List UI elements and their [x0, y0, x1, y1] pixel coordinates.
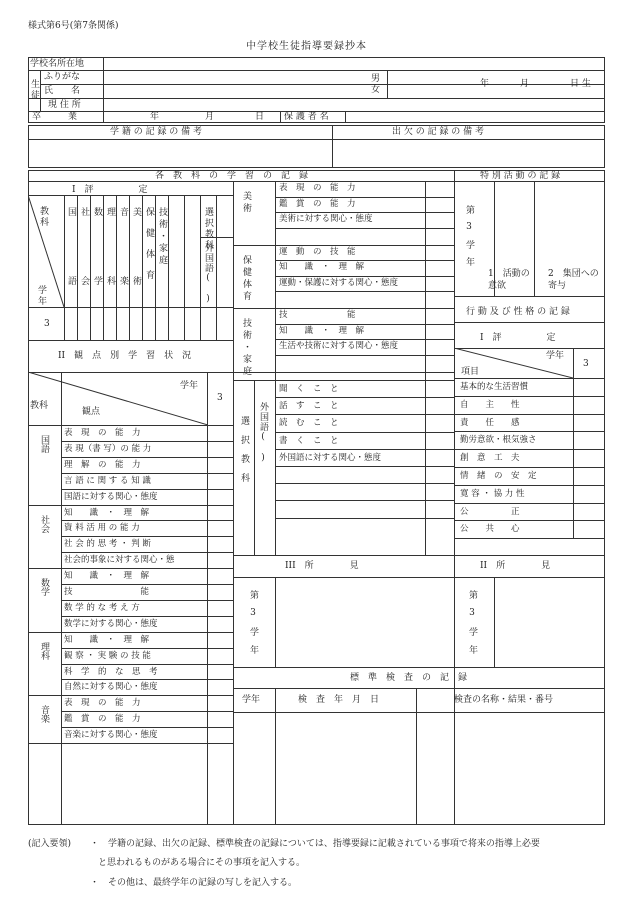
middle-row-line [275, 291, 454, 292]
elective-foreign-label: 外国語( ) [258, 402, 268, 464]
viewpoint-row-line [61, 664, 233, 665]
notes-bullet-dot-2: ・ [90, 878, 100, 888]
elective-row-line [275, 397, 454, 398]
grad-year: 年 [150, 112, 160, 122]
special-activities-title: 特 別 活 動 の 記 録 [480, 171, 561, 181]
vp-year-label: 学年 [180, 381, 199, 391]
viewpoint-subject: 数学 [39, 578, 49, 597]
test-col-year: 学年 [242, 695, 261, 705]
viewpoint-row-line [28, 695, 233, 696]
behavior-item: 公 共 心 [460, 524, 520, 535]
viewpoint-row-line [61, 679, 233, 680]
furigana-label: ふりがな [44, 72, 81, 82]
behavior-item: 寛 容 ・ 協 力 性 [460, 488, 525, 499]
findings2-year: 第3学年 [467, 590, 477, 663]
notes-bullet-2: その他は、最終学年の記録の写しを記入する。 [108, 878, 298, 888]
middle-row-line [275, 212, 454, 213]
col-kokugo: 国語 [66, 207, 76, 345]
behavior-item: 自 主 性 [460, 399, 520, 410]
col-rika: 理科 [105, 207, 115, 345]
birth-year: 年 [480, 79, 490, 89]
behavior-item: 基本的な生活習慣 [460, 382, 529, 392]
viewpoint-subject: 音楽 [39, 705, 49, 724]
middle-item: 表 現 の 能 力 [279, 183, 356, 193]
elective-item: 書 く こ と [279, 435, 339, 446]
findings3-year: 第3学年 [248, 590, 258, 663]
elective-item: 話 す こ と [279, 401, 339, 412]
viewpoint-row-line [28, 743, 233, 744]
elective-row-line [275, 466, 454, 467]
graduation-label: 卒 業 [32, 112, 78, 122]
middle-group-line [233, 308, 454, 309]
middle-row-line [275, 324, 454, 325]
behavior-rating-heading: I 評 定 [480, 333, 556, 343]
test-col-date: 検 査 年 月 日 [298, 695, 380, 705]
viewpoint-item: 表 現 の 能 力 [64, 698, 141, 709]
behavior-item: 情 緒 の 安 定 [460, 471, 537, 481]
notes-bullet-1: 学籍の記録、出欠の記録、標準検査の記録については、指導要録に記載されている事項で将来の指導上必要 [108, 839, 540, 849]
middle-group-line [233, 372, 454, 373]
col-ongaku: 音楽 [118, 207, 128, 345]
page-title: 中学校生徒指導要録抄本 [246, 41, 367, 52]
address-label: 現 住 所 [48, 100, 81, 110]
viewpoint-row-line [61, 584, 233, 585]
rating-kyoka-label: 教科 [38, 206, 48, 228]
form-number: 様式第6号(第7条関係) [28, 21, 119, 31]
vp-year3: 3 [217, 393, 223, 403]
col-bijutsu: 美術 [131, 207, 141, 345]
viewpoint-row-line [28, 568, 233, 569]
viewpoint-row-line [61, 457, 233, 458]
special-item1: 1 活動の意欲 [488, 269, 530, 291]
viewpoint-item: 科 学 的 な 思 考 [64, 666, 158, 677]
behavior-item: 勤労意欲・根気強さ [460, 435, 537, 446]
viewpoint-item: 知 識 ・ 理 解 [64, 571, 150, 582]
behavior-item: 公 正 [460, 506, 520, 517]
elective-blank-line [275, 518, 454, 519]
col-hoken: 保健体育 [144, 207, 154, 291]
subjects-section-title: 各 教 科 の 学 習 の 記 録 [155, 171, 309, 181]
standard-test-title: 標 準 検 査 の 記 録 [350, 673, 468, 683]
behavior-row-line [454, 467, 605, 468]
middle-subject: 保健体育 [241, 254, 251, 303]
viewpoint-row-line [61, 727, 233, 728]
birth-month: 月 [520, 79, 530, 89]
viewpoint-row-line [28, 505, 233, 506]
viewpoint-row-line [61, 648, 233, 649]
col-gijutsu: 技術・家庭 [157, 207, 167, 267]
notes-bullet-1b: と思われるものがある場合にその事項を記入する。 [98, 858, 306, 868]
middle-item: 知 識 ・ 理 解 [279, 262, 365, 272]
viewpoint-item: 数 学 的 な 考 え 方 [64, 602, 140, 613]
viewpoint-row-line [61, 489, 233, 490]
viewpoint-item: 音楽に対する関心・態度 [64, 730, 158, 741]
col-elective: 選択教科 [203, 207, 213, 251]
col-shakai: 社会 [79, 207, 89, 345]
viewpoint-item: 言 語 に 関 す る 知 識 [64, 475, 151, 486]
viewpoint-item: 表 現（書 写）の 能 力 [64, 443, 152, 454]
middle-row-line [275, 355, 454, 356]
viewpoint-item: 技 能 [64, 587, 150, 597]
viewpoint-item: 自然に対する関心・態度 [64, 682, 158, 693]
middle-row-line [275, 339, 454, 340]
rating-gakunen-label: 学年 [36, 285, 46, 307]
elective-item: 外国語に対する関心・態度 [279, 452, 382, 463]
middle-item: 運動・保護に対する関心・態度 [279, 277, 399, 288]
middle-row-line [275, 197, 454, 198]
elective-row-line [275, 414, 454, 415]
viewpoint-row-line [61, 600, 233, 601]
viewpoint-item: 知 識 ・ 理 解 [64, 634, 150, 645]
viewpoint-row-line [61, 520, 233, 521]
rating-heading: I 評 定 [72, 185, 148, 195]
behavior-item: 責 任 感 [460, 417, 520, 428]
viewpoint-row-line [61, 616, 233, 617]
special-item2: 2 集団への寄与 [548, 269, 599, 291]
middle-group-line [233, 245, 454, 246]
viewpoint-item: 国語に対する関心・態度 [64, 491, 158, 502]
behavior-head-line [454, 378, 605, 379]
elective-blank-line [275, 500, 454, 501]
middle-row-line [275, 276, 454, 277]
viewpoint-diagonal [28, 372, 208, 425]
register-note-heading: 学 籍 の 記 録 の 備 考 [110, 127, 203, 137]
behavior-item-label: 項目 [461, 367, 480, 377]
viewpoint-item: 社会的事象に対する関心・態 [64, 555, 175, 566]
viewpoint-item: 鑑 賞 の 能 力 [64, 714, 141, 725]
viewpoint-item: 観 察 ・ 実 験 の 技 能 [64, 650, 151, 661]
viewpoint-subject: 理科 [39, 641, 49, 660]
behavior-row-line [454, 485, 605, 486]
middle-subject: 美術 [241, 191, 251, 215]
findings2-title: II 所 見 [480, 561, 551, 571]
test-col-name: 検査の名称・結果・番号 [454, 695, 554, 705]
grad-day: 日 [255, 112, 265, 122]
viewpoint-row-line [61, 473, 233, 474]
viewpoint-row-line [61, 441, 233, 442]
middle-item: 知 識 ・ 理 解 [279, 325, 365, 336]
behavior-year3: 3 [583, 359, 589, 369]
viewpoint-title: II 観 点 別 学 習 状 況 [58, 351, 192, 361]
elective-row-line [275, 449, 454, 450]
name-label: 氏 名 [44, 86, 81, 96]
middle-item: 鑑 賞 の 能 力 [279, 198, 356, 209]
behavior-year-label: 学年 [546, 351, 565, 361]
viewpoint-row-line [61, 711, 233, 712]
viewpoint-subject: 国語 [39, 435, 49, 453]
gender-label: 男 女 [371, 74, 381, 95]
school-address-label: 学校名所在地 [30, 59, 85, 69]
viewpoint-item: 知 識 ・ 理 解 [64, 507, 150, 518]
vp-viewpoint-label: 観点 [82, 407, 101, 417]
rating-year3: 3 [44, 319, 50, 329]
behavior-row-line [454, 414, 605, 415]
viewpoint-item: 理 解 の 能 力 [64, 459, 141, 470]
notes-label: (記入要領) [28, 839, 72, 849]
elective-item: 聞 く こ と [279, 384, 339, 394]
behavior-row-line [454, 520, 605, 521]
findings3-title: III 所 見 [285, 561, 359, 571]
middle-row-line [275, 260, 454, 261]
viewpoint-item: 表 現 の 能 力 [64, 428, 141, 438]
birth-day: 日 生 [570, 79, 591, 89]
viewpoint-item: 社 会 的 思 考 ・ 判 断 [64, 539, 151, 550]
middle-item: 運 動 の 技 能 [279, 246, 356, 257]
viewpoint-row-line [28, 632, 233, 633]
elective-item: 読 む こ と [279, 418, 339, 429]
behavior-row-line [454, 396, 605, 397]
vp-kyoka-label: 教科 [30, 401, 49, 411]
behavior-row-line [454, 449, 605, 450]
behavior-row-line [454, 431, 605, 432]
behavior-item: 創 意 工 夫 [460, 453, 520, 464]
col-foreign: 外国語( ) [203, 243, 213, 305]
middle-row-line [275, 228, 454, 229]
elective-label: 選択教科 [239, 416, 249, 492]
viewpoint-row-line [61, 552, 233, 553]
attendance-note-heading: 出 欠 の 記 録 の 備 考 [392, 127, 485, 137]
special-year-label: 第3学年 [464, 205, 474, 274]
middle-subject: 技術・家庭 [241, 318, 251, 378]
middle-item: 生活や技術に対する関心・態度 [279, 341, 399, 351]
viewpoint-item: 資 料 活 用 の 能 力 [64, 523, 140, 534]
middle-item: 技 能 [279, 310, 356, 320]
grad-month: 月 [205, 112, 215, 122]
elective-row-line [275, 432, 454, 433]
behavior-row-line [454, 503, 605, 504]
col-sugaku: 数学 [92, 207, 102, 345]
guardian-label: 保 護 者 名 [284, 112, 329, 122]
viewpoint-subject: 社会 [39, 514, 49, 533]
student-label: 生徒 [29, 79, 39, 101]
notes-bullet-dot-1: ・ [90, 839, 100, 849]
viewpoint-row-line [61, 536, 233, 537]
elective-blank-line [275, 483, 454, 484]
behavior-row-line [454, 538, 605, 539]
viewpoint-item: 数学に対する関心・態度 [64, 618, 158, 629]
middle-item: 美術に対する関心・態度 [279, 214, 373, 224]
behavior-title: 行 動 及 び 性 格 の 記 録 [466, 307, 570, 317]
